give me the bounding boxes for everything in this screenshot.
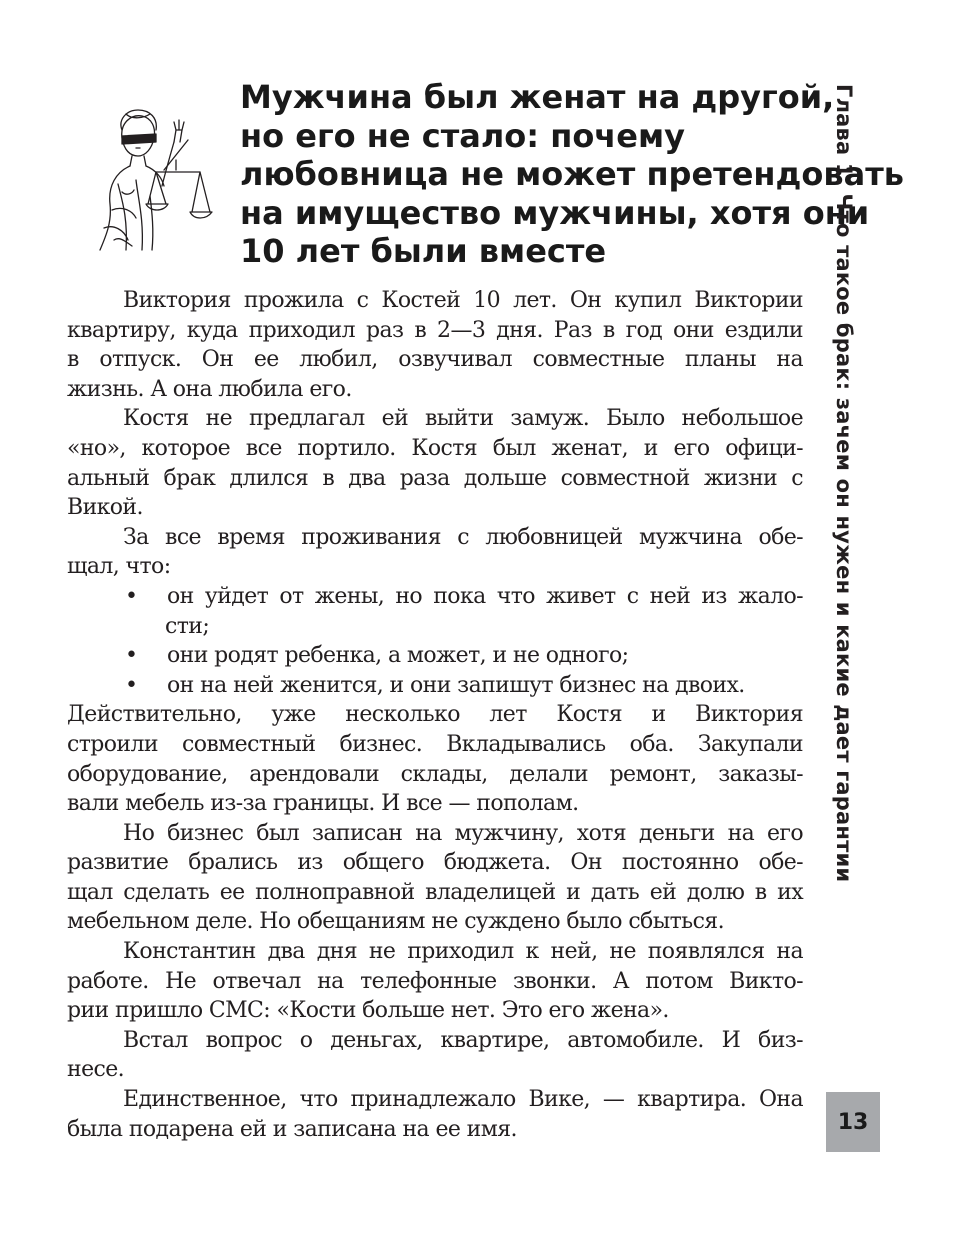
- text-line: Костя не предлагал ей выйти замуж. Было небольшое: [123, 406, 803, 432]
- article-heading: [240, 78, 904, 271]
- chapter-running-title: Глава 1. Что такое брак: зачем он нужен и какие дает гарантии: [832, 84, 856, 883]
- text-line: несе.: [67, 1057, 125, 1083]
- text-line: в отпуск. Он ее любил, озвучивал совместные планы на: [67, 347, 803, 373]
- heading-line: Мужчина был женат на другой,: [240, 78, 835, 116]
- list-item: [123, 671, 803, 701]
- text-line: он на ней женится, и они запишут бизнес на двоих.: [167, 672, 745, 698]
- body-text: [67, 286, 803, 1144]
- text-line: «но», которое все портило. Костя был женат, и его офици-: [67, 435, 803, 461]
- text-line: оборудование, арендовали склады, делали ремонт, заказы-: [67, 761, 803, 787]
- lady-justice-illustration: [92, 100, 222, 260]
- heading-line: любовница не может претендовать: [240, 155, 904, 193]
- text-line: Но бизнес был записан на мужчину, хотя деньги на его: [123, 820, 803, 846]
- paragraph: [67, 523, 803, 582]
- text-line: вали мебель из-за границы. И все — пополам.: [67, 791, 579, 817]
- paragraph: [67, 1085, 803, 1144]
- text-line: жизнь. А она любила его.: [67, 376, 352, 402]
- text-line: рии пришло СМС: «Кости больше нет. Это его жена».: [67, 998, 669, 1024]
- bullet-marker: •: [125, 672, 138, 698]
- page-number: [826, 1092, 880, 1152]
- bullet-list: [123, 582, 803, 700]
- text-line: строили совместный бизнес. Вкладывались оба. Закупали: [67, 731, 803, 757]
- paragraph: [67, 937, 803, 1026]
- text-line: щал, что:: [67, 554, 171, 580]
- page-number-text: 13: [837, 1109, 869, 1135]
- paragraph: [67, 700, 803, 818]
- bullet-marker: •: [125, 643, 138, 669]
- paragraph: [67, 819, 803, 937]
- text-line: он уйдет от жены, но пока что живет с ней из жало-: [167, 583, 803, 609]
- paragraph: [67, 404, 803, 522]
- heading-line: 10 лет были вместе: [240, 232, 607, 270]
- text-line: щал сделать ее полноправной владелицей и дать ей долю в их: [67, 879, 803, 905]
- text-line: была подарена ей и записана на ее имя.: [67, 1116, 517, 1142]
- paragraph: [67, 1026, 803, 1085]
- text-line: квартиру, куда приходил раз в 2—3 дня. Раз в год они ездили: [67, 317, 803, 343]
- text-line: Единственное, что принадлежало Вике, — квартира. Она: [123, 1087, 803, 1113]
- bullet-marker: •: [125, 583, 138, 609]
- text-line: сти;: [165, 613, 210, 639]
- text-line: развитие брались из общего бюджета. Он постоянно обе-: [67, 850, 803, 876]
- list-item: [123, 641, 803, 671]
- text-line: работе. Не отвечал на телефонные звонки. А потом Викто-: [67, 968, 803, 994]
- text-line: Встал вопрос о деньгах, квартире, автомобиле. И биз-: [123, 1027, 803, 1053]
- paragraph: [67, 286, 803, 404]
- heading-line: на имущество мужчины, хотя они: [240, 193, 870, 232]
- text-line: Виктория прожила с Костей 10 лет. Он купил Виктории: [123, 288, 803, 313]
- text-line: они родят ребенка, а может, и не одного;: [167, 643, 629, 669]
- text-line: мебельном деле. Но обещаниям не суждено было сбыться.: [67, 909, 724, 935]
- text-line: Викой.: [67, 495, 143, 521]
- text-line: Действительно, уже несколько лет Костя и Виктория: [67, 702, 803, 728]
- text-line: За все время проживания с любовницей мужчина обе-: [123, 524, 803, 550]
- text-line: Константин два дня не приходил к ней, не появлялся на: [123, 939, 803, 965]
- heading-line: но его не стало: почему: [240, 116, 685, 155]
- text-line: альный брак длился в два раза дольше совместной жизни с: [67, 465, 803, 491]
- list-item: [123, 582, 803, 641]
